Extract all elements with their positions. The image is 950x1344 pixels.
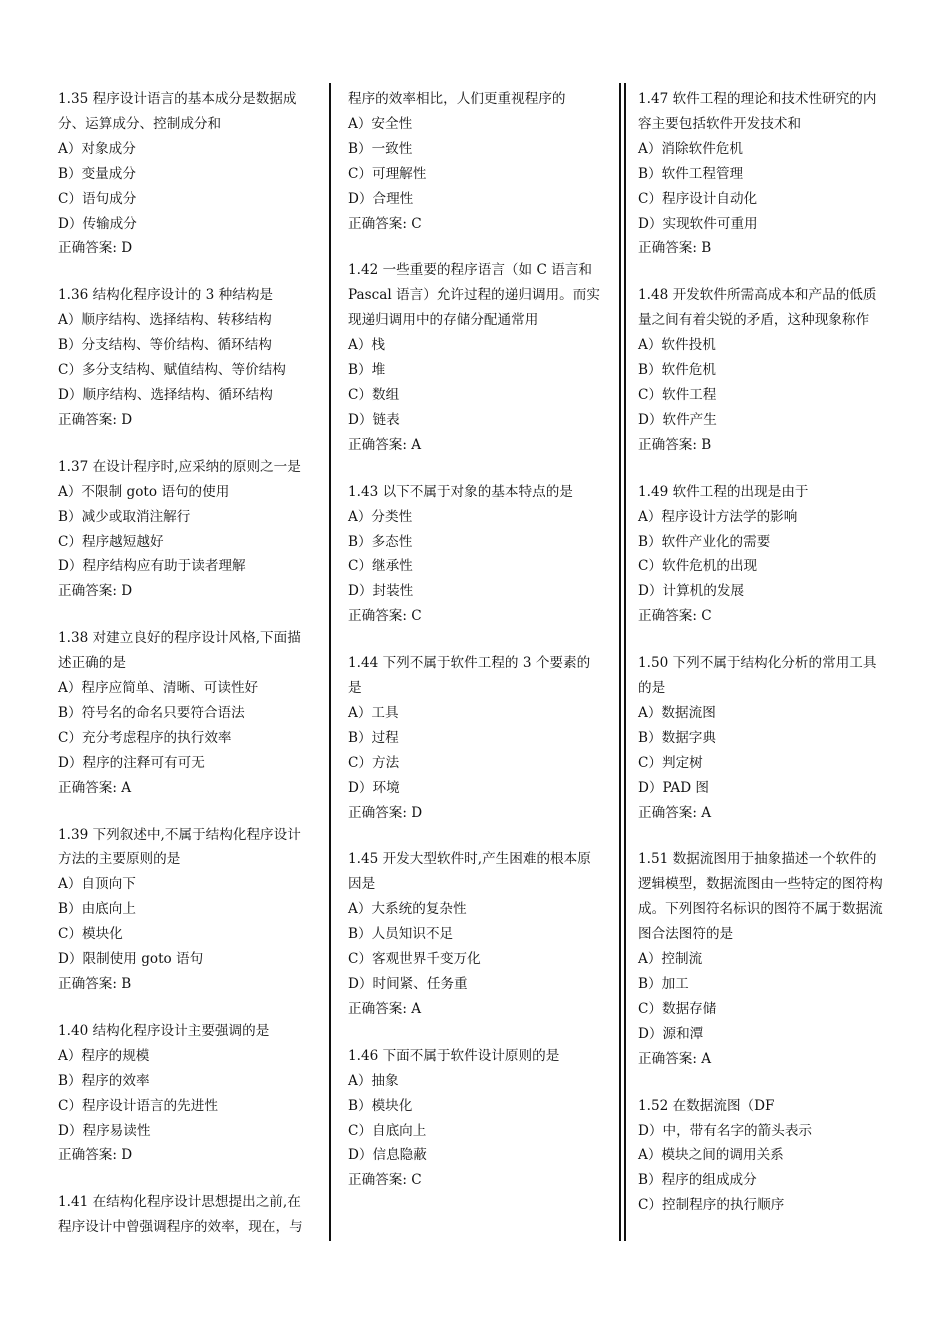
question-stem-line: 分、运算成分、控制成分和 bbox=[58, 115, 222, 132]
column-divider-2b bbox=[624, 83, 626, 1241]
question-stem-line: 1.38 对建立良好的程序设计风格,下面描 bbox=[58, 630, 301, 647]
answer-option: D）PAD 图 bbox=[638, 779, 710, 796]
question-stem-line: Pascal 语言）允许过程的递归调用。而实 bbox=[348, 287, 600, 304]
question-stem-line: 程序设计中曾强调程序的效率，现在，与 bbox=[58, 1219, 303, 1236]
question-block bbox=[58, 626, 320, 800]
correct-answer: 正确答案: B bbox=[638, 240, 712, 257]
correct-answer: 正确答案: B bbox=[58, 976, 132, 992]
answer-option: B）由底向上 bbox=[58, 901, 136, 918]
answer-option: D）环境 bbox=[348, 779, 400, 796]
answer-option: C）控制程序的执行顺序 bbox=[638, 1197, 785, 1214]
question-block bbox=[58, 283, 320, 432]
question-block bbox=[638, 87, 900, 261]
correct-answer: 正确答案: D bbox=[58, 240, 133, 257]
question-block bbox=[638, 847, 900, 1071]
answer-option: A）不限制 goto 语句的使用 bbox=[58, 483, 230, 500]
answer-option: B）堆 bbox=[348, 362, 386, 379]
answer-option: B）过程 bbox=[348, 729, 399, 746]
answer-option: A）软件投机 bbox=[638, 337, 716, 354]
answer-option: A）数据流图 bbox=[638, 704, 716, 721]
correct-answer: 正确答案: C bbox=[348, 608, 422, 625]
question-block bbox=[58, 823, 320, 997]
answer-option: D）信息隐蔽 bbox=[348, 1147, 427, 1164]
question-stem-line: 现递归调用中的存储分配通常用 bbox=[348, 312, 539, 329]
answer-option: C）程序设计自动化 bbox=[638, 190, 758, 207]
answer-option: C）语句成分 bbox=[58, 190, 137, 207]
question-stem-line: 1.39 下列叙述中,不属于结构化程序设计 bbox=[58, 826, 301, 843]
correct-answer: 正确答案: A bbox=[348, 1000, 422, 1017]
question-stem-line: 1.35 程序设计语言的基本成分是数据成 bbox=[58, 91, 297, 107]
correct-answer: 正确答案: D bbox=[58, 1147, 133, 1164]
answer-option: A）抽象 bbox=[348, 1072, 399, 1089]
answer-option: C）多分支结构、赋值结构、等价结构 bbox=[58, 362, 286, 379]
correct-answer: 正确答案: D bbox=[58, 411, 133, 428]
answer-option: A）安全性 bbox=[348, 115, 413, 132]
answer-option: A）顺序结构、选择结构、转移结构 bbox=[58, 312, 272, 329]
correct-answer: 正确答案: C bbox=[348, 1172, 422, 1189]
answer-option: D）封装性 bbox=[348, 583, 414, 600]
answer-option: B）数据字典 bbox=[638, 729, 716, 746]
answer-option: C）数组 bbox=[348, 386, 400, 403]
answer-option: B）变量成分 bbox=[58, 165, 136, 182]
question-stem-line: 1.41 在结构化程序设计思想提出之前,在 bbox=[58, 1194, 301, 1211]
question-block bbox=[638, 1094, 900, 1219]
question-stem-line: 1.36 结构化程序设计的 3 种结构是 bbox=[58, 287, 274, 304]
answer-option: D）限制使用 goto 语句 bbox=[58, 951, 204, 968]
answer-option: D）源和潭 bbox=[638, 1025, 704, 1042]
answer-option: A）栈 bbox=[348, 337, 386, 354]
answer-option: D）软件产生 bbox=[638, 411, 717, 428]
answer-option: C）数据存储 bbox=[638, 1000, 717, 1017]
column-divider-1 bbox=[329, 83, 331, 1241]
question-stem-line: 逻辑模型，数据流图由一些特定的图符构 bbox=[638, 876, 883, 893]
answer-option: C）判定树 bbox=[638, 754, 703, 771]
question-stem-line: 因是 bbox=[348, 876, 376, 893]
question-stem-line: 1.47 软件工程的理论和技术性研究的内 bbox=[638, 91, 877, 107]
question-stem-line: 1.49 软件工程的出现是由于 bbox=[638, 483, 809, 500]
answer-option: B）软件产业化的需要 bbox=[638, 533, 771, 550]
question-block bbox=[348, 258, 610, 457]
answer-option: B）模块化 bbox=[348, 1097, 413, 1114]
answer-option: D）实现软件可重用 bbox=[638, 215, 758, 232]
question-stem-line: 1.51 数据流图用于抽象描述一个软件的 bbox=[638, 851, 877, 868]
answer-option: D）程序易读性 bbox=[58, 1122, 151, 1139]
answer-option: C）程序设计语言的先进性 bbox=[58, 1097, 218, 1114]
question-stem-line: 方法的主要原则的是 bbox=[58, 851, 181, 868]
answer-option: B）分支结构、等价结构、循环结构 bbox=[58, 337, 272, 354]
question-stem-line: 的是 bbox=[638, 680, 666, 697]
answer-option: B）加工 bbox=[638, 976, 689, 992]
question-stem-line: 1.40 结构化程序设计主要强调的是 bbox=[58, 1022, 270, 1039]
question-block bbox=[348, 1044, 610, 1193]
question-stem-line: 述正确的是 bbox=[58, 655, 126, 672]
answer-option: B）减少或取消注解行 bbox=[58, 508, 191, 525]
question-block bbox=[348, 87, 610, 236]
answer-option: B）符号名的命名只要符合语法 bbox=[58, 704, 245, 721]
answer-option: B）一致性 bbox=[348, 140, 413, 157]
correct-answer: 正确答案: A bbox=[348, 436, 422, 453]
answer-option: A）程序应简单、清晰、可读性好 bbox=[58, 680, 259, 697]
correct-answer: 正确答案: C bbox=[638, 608, 712, 625]
question-block bbox=[638, 480, 900, 629]
answer-option: C）模块化 bbox=[58, 926, 123, 943]
question-block bbox=[638, 651, 900, 825]
question-stem-line: 容主要包括软件开发技术和 bbox=[638, 115, 802, 132]
answer-option: A）模块之间的调用关系 bbox=[638, 1147, 784, 1164]
correct-answer: 正确答案: C bbox=[348, 215, 422, 232]
question-block bbox=[348, 480, 610, 629]
question-block bbox=[58, 1019, 320, 1168]
question-stem-line: 1.52 在数据流图（DF bbox=[638, 1097, 775, 1114]
answer-option: B）多态性 bbox=[348, 533, 413, 550]
answer-option: C）软件危机的出现 bbox=[638, 558, 758, 575]
question-block bbox=[348, 651, 610, 825]
answer-option: D）程序结构应有助于读者理解 bbox=[58, 558, 246, 575]
answer-option: C）充分考虑程序的执行效率 bbox=[58, 729, 232, 746]
correct-answer: 正确答案: B bbox=[638, 436, 712, 453]
answer-option: D）时间紧、任务重 bbox=[348, 976, 468, 992]
answer-option: D）链表 bbox=[348, 411, 400, 428]
answer-option: A）程序设计方法学的影响 bbox=[638, 508, 798, 525]
question-block bbox=[58, 455, 320, 604]
question-stem-line: 1.43 以下不属于对象的基本特点的是 bbox=[348, 483, 573, 500]
answer-option: A）消除软件危机 bbox=[638, 140, 743, 157]
answer-option: D）顺序结构、选择结构、循环结构 bbox=[58, 386, 273, 403]
question-stem-line: 量之间有着尖锐的矛盾，这种现象称作 bbox=[638, 312, 870, 329]
answer-option: C）软件工程 bbox=[638, 386, 717, 403]
correct-answer: 正确答案: D bbox=[58, 583, 133, 600]
question-block bbox=[638, 283, 900, 457]
answer-option: A）控制流 bbox=[638, 951, 703, 968]
correct-answer: 正确答案: A bbox=[638, 1050, 712, 1067]
answer-option: B）人员知识不足 bbox=[348, 926, 454, 943]
correct-answer: 正确答案: A bbox=[58, 779, 132, 796]
correct-answer: 正确答案: D bbox=[348, 804, 423, 821]
answer-option: C）可理解性 bbox=[348, 165, 427, 182]
question-column-2 bbox=[348, 87, 610, 1215]
question-stem-line: 程序的效率相比，人们更重视程序的 bbox=[348, 91, 566, 107]
answer-option: C）客观世界千变万化 bbox=[348, 951, 481, 968]
question-column-3 bbox=[638, 87, 900, 1240]
answer-option: D）程序的注释可有可无 bbox=[58, 754, 205, 771]
answer-option: D）计算机的发展 bbox=[638, 583, 745, 600]
answer-option: B）程序的组成成分 bbox=[638, 1172, 757, 1189]
question-block bbox=[348, 847, 610, 1021]
answer-option: C）自底向上 bbox=[348, 1122, 427, 1139]
question-stem-line: 1.37 在设计程序时,应采纳的原则之一是 bbox=[58, 458, 301, 475]
answer-option: C）继承性 bbox=[348, 558, 413, 575]
answer-option: D）传输成分 bbox=[58, 215, 137, 232]
correct-answer: 正确答案: A bbox=[638, 804, 712, 821]
question-stem-line: 成。下列图符名标识的图符不属于数据流 bbox=[638, 901, 883, 918]
question-stem-line: 1.46 下面不属于软件设计原则的是 bbox=[348, 1047, 560, 1064]
column-divider-2a bbox=[619, 83, 621, 1241]
question-stem-line: 1.45 开发大型软件时,产生困难的根本原 bbox=[348, 851, 591, 868]
answer-option: B）软件危机 bbox=[638, 362, 716, 379]
answer-option: A）大系统的复杂性 bbox=[348, 901, 467, 918]
answer-option: B）程序的效率 bbox=[58, 1072, 150, 1089]
answer-option: A）分类性 bbox=[348, 508, 413, 525]
answer-option: A）对象成分 bbox=[58, 140, 136, 157]
question-stem-line: 图合法图符的是 bbox=[638, 926, 734, 943]
answer-option: A）自顶向下 bbox=[58, 876, 136, 893]
answer-option: B）软件工程管理 bbox=[638, 165, 744, 182]
answer-option: C）方法 bbox=[348, 754, 400, 771]
question-stem-line: 1.42 一些重要的程序语言（如 C 语言和 bbox=[348, 262, 592, 279]
question-block bbox=[58, 87, 320, 261]
answer-option: D）合理性 bbox=[348, 190, 414, 207]
question-stem-line: D）中，带有名字的箭头表示 bbox=[638, 1122, 813, 1139]
question-block bbox=[58, 1190, 320, 1240]
answer-option: A）工具 bbox=[348, 704, 399, 721]
question-stem-line: 是 bbox=[348, 680, 362, 697]
question-stem-line: 1.50 下列不属于结构化分析的常用工具 bbox=[638, 655, 877, 672]
question-column-1 bbox=[58, 87, 320, 1262]
question-stem-line: 1.48 开发软件所需高成本和产品的低质 bbox=[638, 287, 877, 304]
answer-option: A）程序的规模 bbox=[58, 1047, 150, 1064]
answer-option: C）程序越短越好 bbox=[58, 533, 164, 550]
question-stem-line: 1.44 下列不属于软件工程的 3 个要素的 bbox=[348, 655, 591, 672]
